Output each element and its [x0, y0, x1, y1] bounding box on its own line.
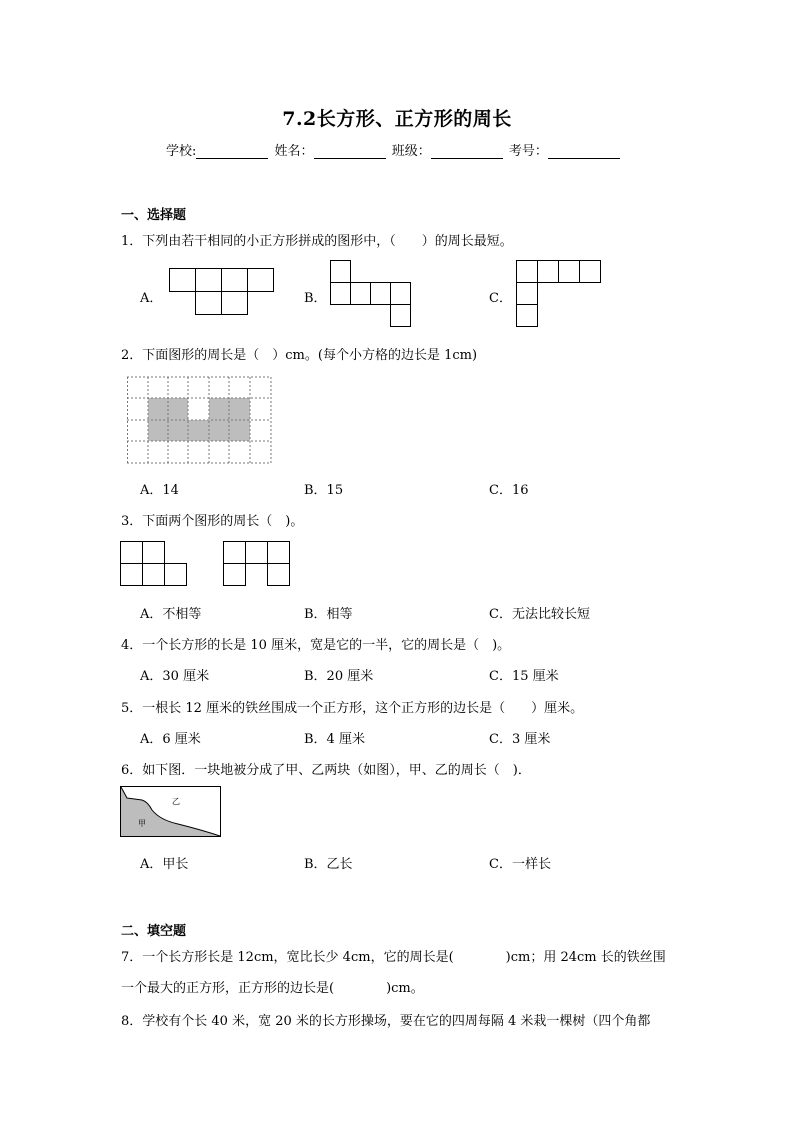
- question-3-text: 3．下面两个图形的周长（ )。: [121, 514, 304, 529]
- q3-option-a: A．不相等: [140, 607, 202, 622]
- name-label: 姓名：: [274, 144, 314, 159]
- name-blank[interactable]: [314, 146, 386, 159]
- class-label: 班级：: [391, 144, 431, 159]
- question-1-text: 1．下列由若干相同的小正方形拼成的图形中，（ ）的周长最短。: [121, 234, 513, 249]
- question-7-line-1: 7．一个长方形长是 12cm，宽比长少 4cm，它的周长是( )cm；用 24cm 长的铁丝围: [121, 950, 666, 965]
- q1-figure-a: [169, 268, 275, 316]
- question-8-line-1: 8．学校有个长 40 米，宽 20 米的长方形操场，要在它的四周每隔 4 米栽一棵树（四个角都: [121, 1014, 651, 1029]
- q3-option-c: C．无法比较长短: [489, 607, 590, 622]
- q4-option-a: A．30 厘米: [140, 669, 210, 684]
- exam-no-label: 考号：: [508, 144, 548, 159]
- q1-option-b-label: B．: [304, 291, 327, 306]
- school-label: 学校:: [166, 144, 197, 159]
- q6-option-b: B．乙长: [304, 857, 353, 872]
- q5-option-a: A．6 厘米: [140, 732, 201, 747]
- section-heading-fill: 二、填空题: [121, 924, 187, 939]
- q3-option-b: B．相等: [304, 607, 353, 622]
- q1-option-a-label: A．: [140, 291, 163, 306]
- q5-option-b: B．4 厘米: [304, 732, 365, 747]
- q6-option-c: C．一样长: [489, 857, 551, 872]
- question-7-line-2: 一个最大的正方形，正方形的边长是( )cm。: [121, 981, 424, 996]
- q5-option-c: C．3 厘米: [489, 732, 551, 747]
- q1-option-c-label: C．: [489, 291, 512, 306]
- q2-grid-figure: [127, 376, 275, 466]
- question-2-text: 2．下面图形的周长是（ ）cm。(每个小方格的边长是 1cm): [121, 348, 478, 363]
- q1-figure-c: [516, 260, 602, 328]
- q3-figure-left: [120, 541, 190, 587]
- q6-land-figure: [120, 786, 222, 838]
- q4-option-c: C．15 厘米: [489, 669, 559, 684]
- q2-option-c: C．16: [489, 483, 529, 498]
- school-blank[interactable]: [196, 146, 268, 159]
- q6-label-jia: 甲: [138, 819, 146, 828]
- section-heading-choice: 一、选择题: [121, 208, 187, 223]
- q2-option-b: B．15: [304, 483, 344, 498]
- q1-figure-b: [330, 260, 412, 328]
- q3-figure-right: [223, 541, 293, 587]
- student-info-line: [166, 140, 622, 159]
- q2-option-a: A．14: [140, 483, 179, 498]
- q6-option-a: A．甲长: [140, 857, 189, 872]
- q4-option-b: B．20 厘米: [304, 669, 374, 684]
- class-blank[interactable]: [431, 146, 503, 159]
- exam-no-blank[interactable]: [548, 146, 620, 159]
- question-5-text: 5．一根长 12 厘米的铁丝围成一个正方形，这个正方形的边长是（ ）厘米。: [121, 701, 584, 716]
- q6-label-yi: 乙: [172, 797, 180, 806]
- question-6-text: 6．如下图．一块地被分成了甲、乙两块（如图），甲、乙的周长（ )．: [121, 763, 531, 778]
- question-4-text: 4．一个长方形的长是 10 厘米，宽是它的一半，它的周长是（ )。: [121, 638, 511, 653]
- page-title: 7.2长方形、正方形的周长: [282, 108, 512, 130]
